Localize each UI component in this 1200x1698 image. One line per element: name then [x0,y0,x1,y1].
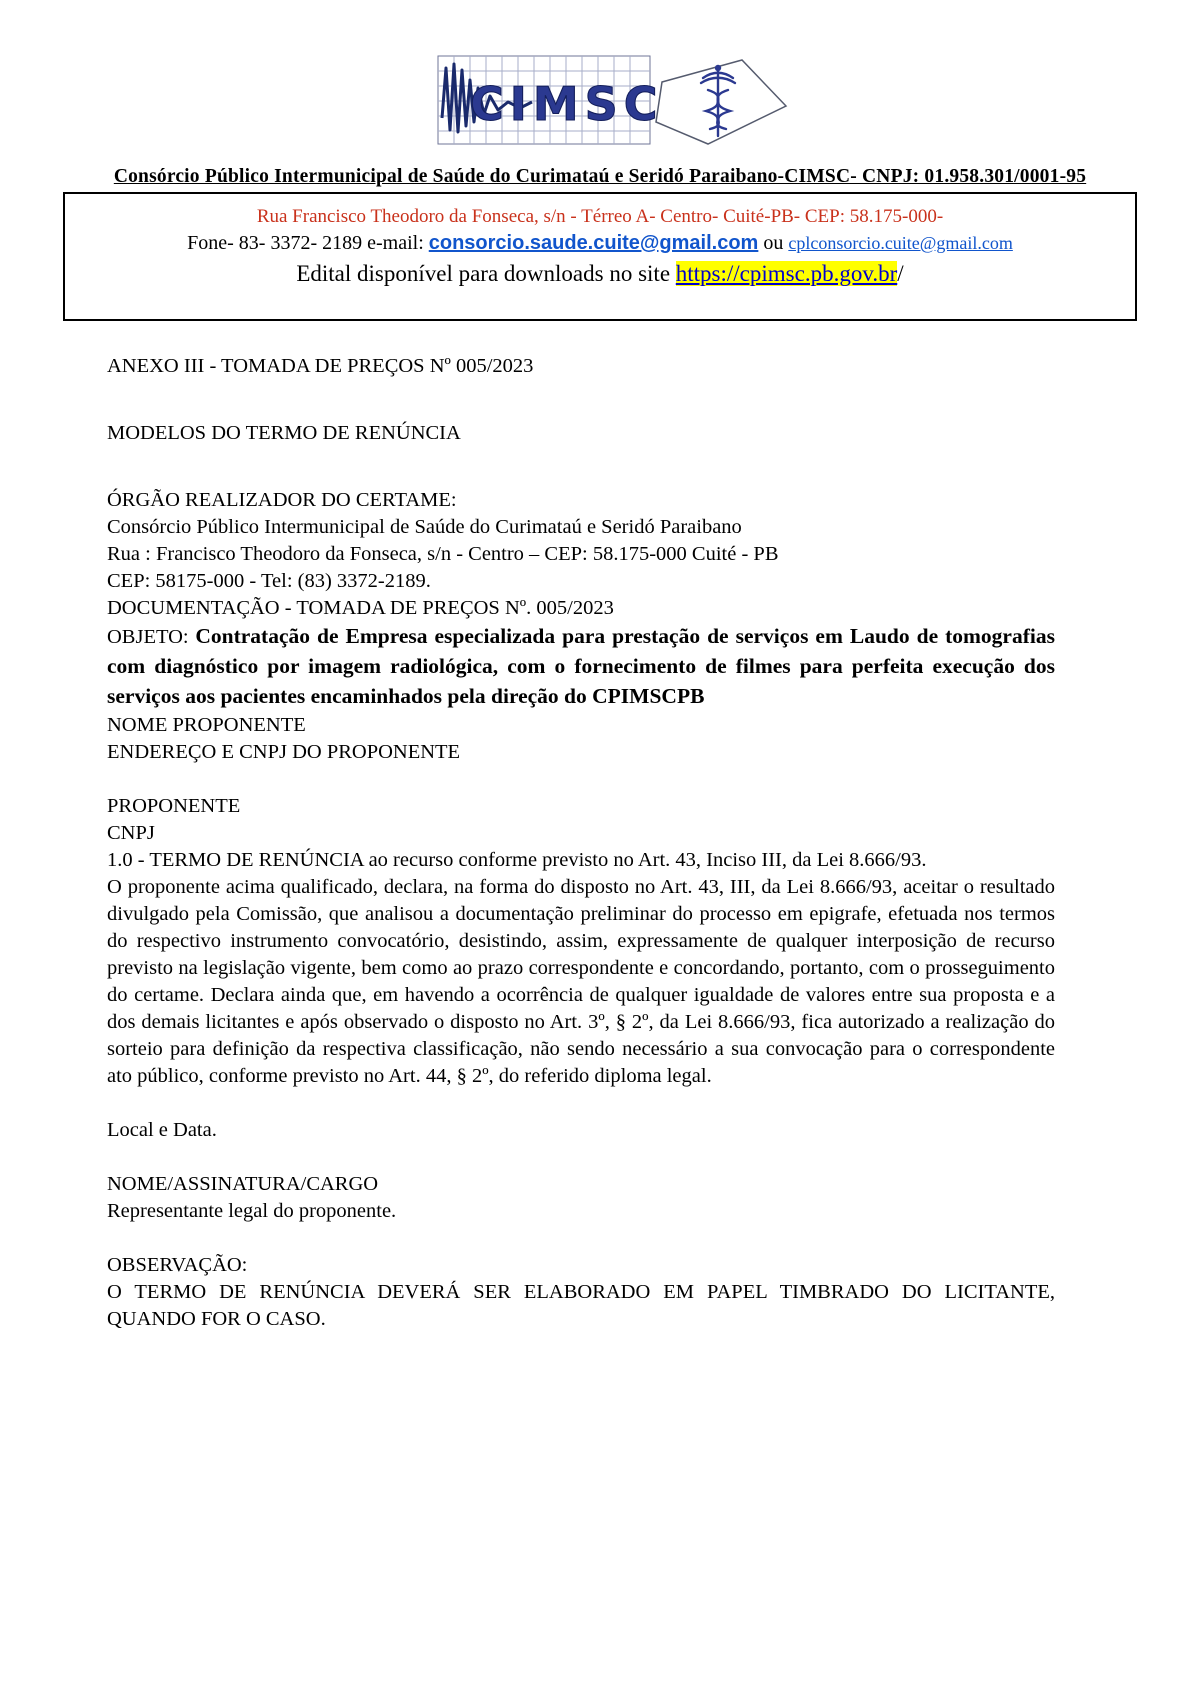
assinatura-line: NOME/ASSINATURA/CARGO [107,1173,379,1195]
observacao-text: O TERMO DE RENÚNCIA DEVERÁ SER ELABORADO EM PAPEL TIMBRADO DO LICITANTE, QUANDO FOR O CASO. [107,1281,1055,1330]
observacao-label: OBSERVAÇÃO: [107,1254,248,1276]
proponente-line: PROPONENTE [107,795,241,817]
modelos-title: MODELOS DO TERMO DE RENÚNCIA [107,422,461,444]
edital-prefix-text: Edital disponível para downloads no site [296,261,676,286]
cimsc-logo-graphic [410,52,790,156]
orgao-cep: CEP: 58175-000 - Tel: (83) 3372-2189. [107,570,431,592]
phone-text: Fone- 83- 3372- 2189 e-mail: [187,232,429,254]
edital-url-link[interactable]: https://cpimsc.pb.gov.br [675,261,898,286]
spacer [107,380,1055,420]
doc-line: DOCUMENTAÇÃO - TOMADA DE PREÇOS Nº. 005/2023 [107,597,614,619]
email-secondary-link[interactable]: cplconsorcio.cuite@gmail.com [788,233,1013,253]
header-info-box [63,192,1137,321]
objeto-label: OBJETO: [107,626,196,648]
termo-body-paragraph: O proponente acima qualificado, declara, na forma do disposto no Art. 43, III, da Lei 8.666/93, aceitar o resultado divulgado pela Comissão, que analisou a documentação preliminar do processo em epigrafe, efetuada nos termos do respectivo instrumento convocatório, desistindo, assim, expressamente de qualquer interposição de recurso previsto na legislação vigente, bem como ao prazo correspondente e concordando, portanto, com o prosseguimento do certame. Declara ainda que, em havendo a ocorrência de qualquer igualdade de valores entre sua proposta e a dos demais licitantes e após observado o disposto no Art. 3º, § 2º, da Lei 8.666/93, fica autorizado a realização do sorteio para definição da respectiva classificação, não sendo necessário a sua convocação para o correspondente ato público, conforme previsto no Art. 44, § 2º, do referido diploma legal. [107,876,1055,1087]
orgao-name: Consórcio Público Intermunicipal de Saúde do Curimataú e Seridó Paraibano [107,516,742,538]
orgao-label: ÓRGÃO REALIZADOR DO CERTAME: [107,489,457,511]
endereco-cnpj-line: ENDEREÇO E CNPJ DO PROPONENTE [107,741,461,763]
email-primary-link[interactable]: consorcio.saude.cuite@gmail.com [428,232,759,254]
email-separator: ou [758,232,789,254]
objeto-paragraph [107,622,1055,712]
document-body [0,321,1200,1333]
edital-suffix-text: / [897,261,904,286]
edital-line [75,259,1125,289]
cimsc-logo [0,0,1200,156]
spacer [107,1144,1055,1171]
contact-line [75,230,1125,257]
local-data-line: Local e Data. [107,1119,217,1141]
org-title-line: Consórcio Público Intermunicipal de Saúde do Curimataú e Seridó Paraibano-CIMSC- CNPJ: 01.958.301/0001-95 [113,166,1087,187]
objeto-text: Contratação de Empresa especializada para prestação de serviços em Laudo de tomografias com diagnóstico por imagem radiológica, com o fornecimento de filmes para perfeita execução dos serviços aos pacientes encaminhados pela direção do CPIMSCPB [107,624,1055,708]
address-line: Rua Francisco Theodoro da Fonseca, s/n - Térreo A- Centro- Cuité-PB- CEP: 58.175-000- [256,206,944,227]
orgao-address: Rua : Francisco Theodoro da Fonseca, s/n - Centro – CEP: 58.175-000 Cuité - PB [107,543,779,565]
spacer [107,447,1055,487]
termo-renuncia-line: 1.0 - TERMO DE RENÚNCIA ao recurso conforme previsto no Art. 43, Inciso III, da Lei 8.666/93. [107,849,927,871]
spacer [107,1090,1055,1117]
spacer [107,1225,1055,1252]
spacer [107,766,1055,793]
anexo-title: ANEXO III - TOMADA DE PREÇOS Nº 005/2023 [107,355,534,377]
nome-proponente-line: NOME PROPONENTE [107,714,306,736]
logo-wordmark: CIMSC [470,77,664,131]
cnpj-line: CNPJ [107,822,155,844]
representante-line: Representante legal do proponente. [107,1200,397,1222]
